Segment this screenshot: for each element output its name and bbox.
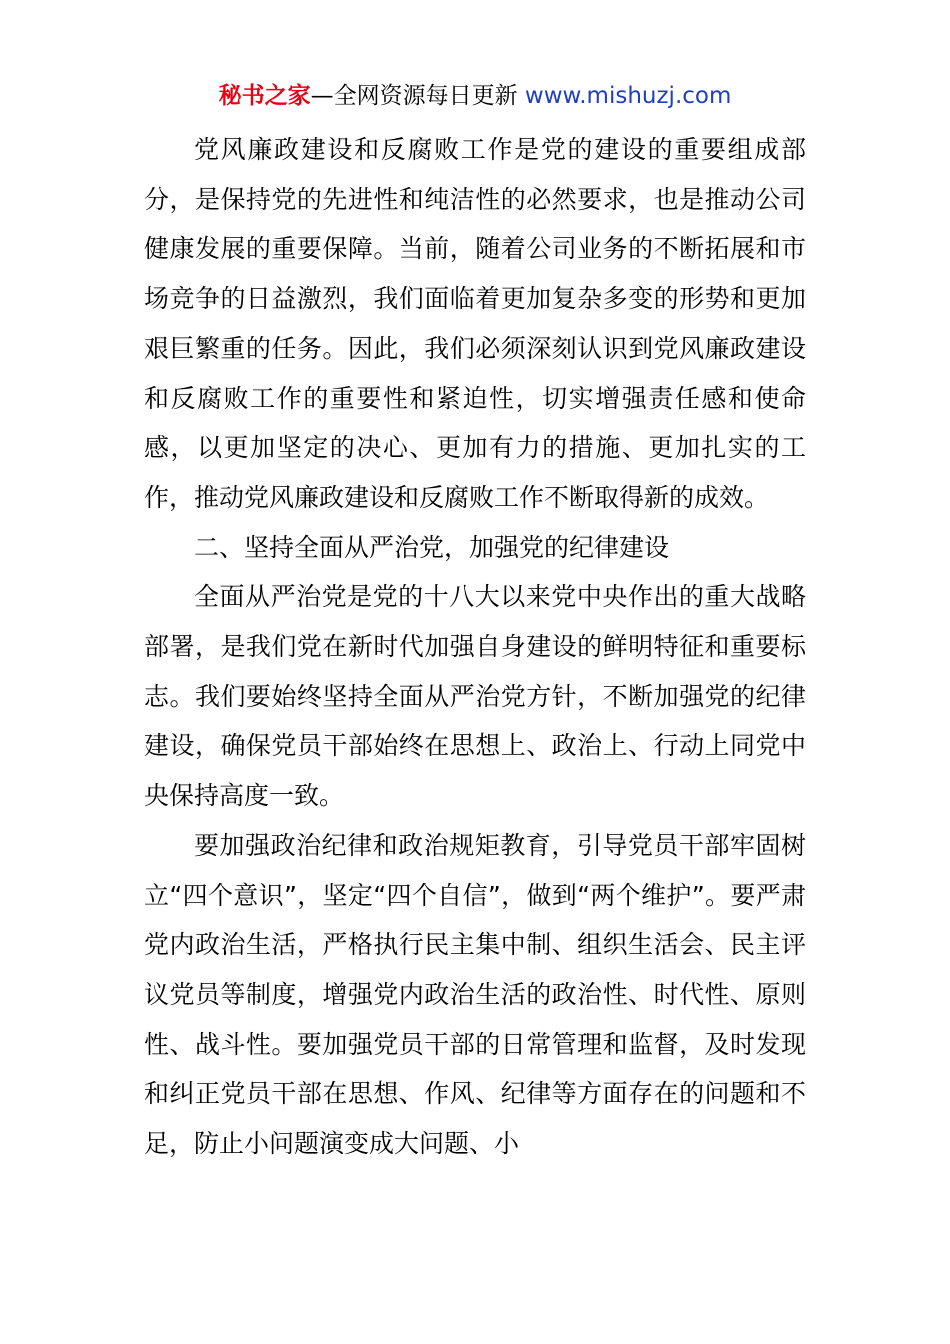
paragraph-3: 要加强政治纪律和政治规矩教育，引导党员干部牢固树立“四个意识”，坚定“四个自信”，做到“两个维护”。要严肃党内政治生活，严格执行民主集中制、组织生活会、民主评议党员等制度，增强党内政治生活的政治性、时代性、原则性、战斗性。要加强党员干部的日常管理和监督，及时发现和纠正党员干部在思想、作风、纪律等方面存在的问题和不足，防止小问题演变成大问题、小 [144,830,806,1159]
section-heading-2: 二、坚持全面从严治党，加强党的纪律建设 [194,532,670,562]
paragraph-1: 党风廉政建设和反腐败工作是党的建设的重要组成部分，是保持党的先进性和纯洁性的必然要求，也是推动公司健康发展的重要保障。当前，随着公司业务的不断拓展和市场竞争的日益激烈，我们面临着更加复杂多变的形势和更加艰巨繁重的任务。因此，我们必须深刻认识到党风廉政建设和反腐败工作的重要性和紧迫性，切实增强责任感和使命感，以更加坚定的决心、更加有力的措施、更加扎实的工作，推动党风廉政建设和反腐败工作不断取得新的成效。 [144,135,806,512]
document-body [144,125,806,1169]
header-tagline: —全网资源每日更新 [310,83,525,109]
page-header [0,80,950,112]
paragraph-2: 全面从严治党是党的十八大以来党中央作出的重大战略部署，是我们党在新时代加强自身建设的鲜明特征和重要标志。我们要始终坚持全面从严治党方针，不断加强党的纪律建设，确保党员干部始终在思想上、政治上、行动上同党中央保持高度一致。 [144,582,806,811]
website-url: www.mishuzj.com [524,83,732,109]
brand-name: 秘书之家 [218,83,311,109]
